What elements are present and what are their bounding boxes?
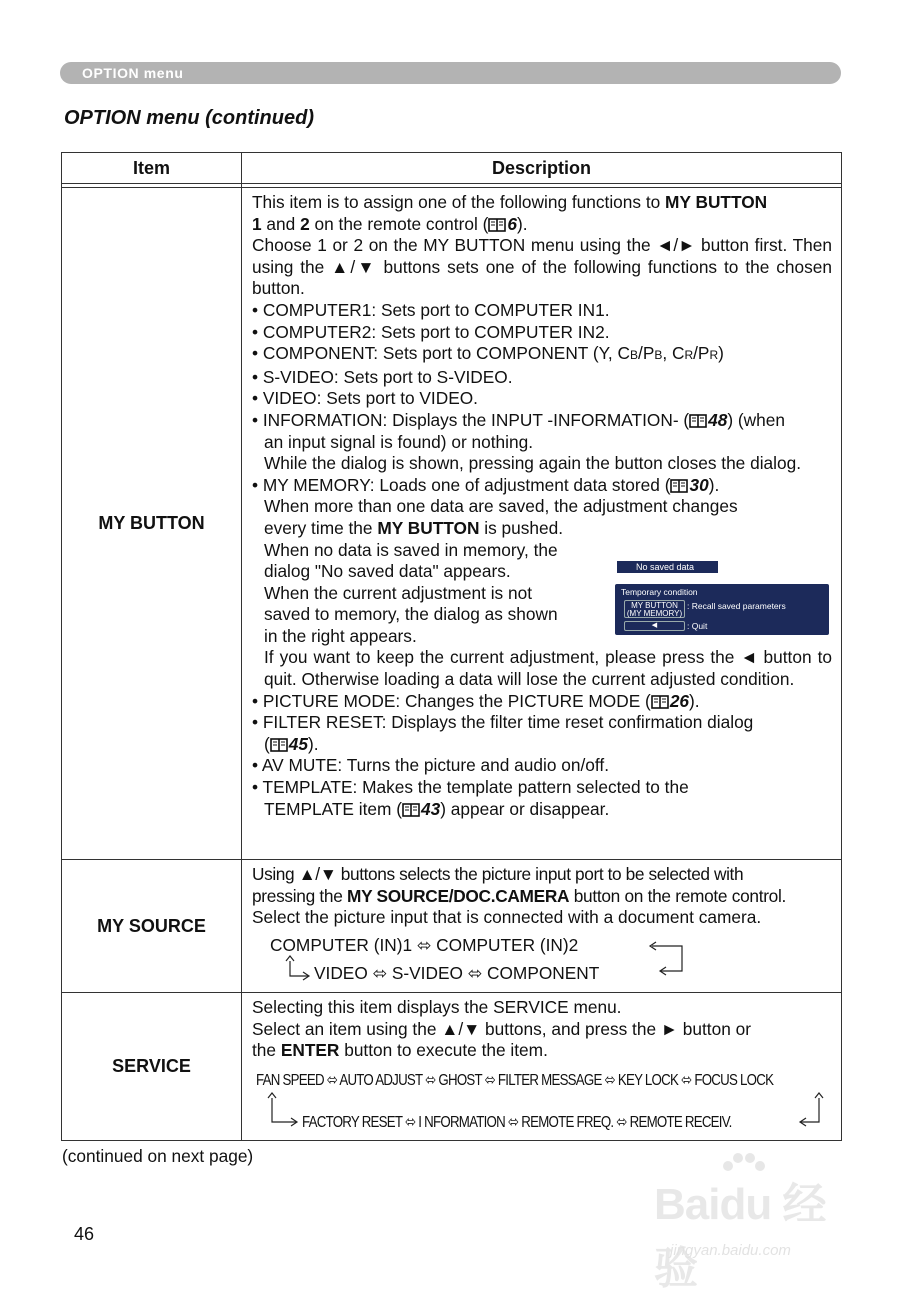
- page-title: OPTION menu (continued): [64, 107, 314, 129]
- desc-my-button: [242, 188, 842, 860]
- cycle-arrows-icon: [252, 929, 852, 987]
- page-ref: 45: [270, 734, 308, 754]
- item-my-source: MY SOURCE: [62, 860, 242, 993]
- list-item-cont: an input signal is found) or nothing.: [264, 431, 533, 452]
- page-ref: 26: [651, 691, 689, 711]
- item-my-button: MY BUTTON: [62, 188, 242, 860]
- desc-my-source: [242, 860, 842, 993]
- page-ref: 43: [402, 799, 440, 819]
- text-line: the ENTER button to execute the item.: [252, 1040, 548, 1061]
- list-item-cont: When more than one data are saved, the adjustment changes: [264, 496, 738, 517]
- option-menu-table: [61, 152, 842, 1141]
- table-row: [62, 860, 842, 993]
- cycle-line-1: COMPUTER (IN)1 ⬄ COMPUTER (IN)2: [270, 934, 579, 955]
- temporary-condition-dialog: [615, 584, 829, 635]
- book-reference-icon: [488, 218, 506, 232]
- list-item-cont: If you want to keep the current adjustment, please press the ◄ button to quit. Otherwise loading a data will lose the current adjusted condition.: [264, 647, 832, 690]
- no-saved-data-dialog: No saved data: [617, 561, 718, 573]
- watermark: [640, 1150, 850, 1293]
- list-item: • AV MUTE: Turns the picture and audio on/off.: [252, 755, 609, 776]
- dialog-title: Temporary condition: [621, 587, 698, 597]
- page-number: 46: [74, 1224, 95, 1244]
- text-line: pressing the MY SOURCE/DOC.CAMERA button on the remote control.: [252, 885, 787, 906]
- watermark-brand: Baidu 经验: [654, 1180, 826, 1293]
- left-arrow-icon: ◀: [651, 622, 658, 629]
- section-header-bar: [60, 62, 841, 84]
- desc-service: [242, 993, 842, 1141]
- table-header-row: [62, 153, 842, 184]
- list-item-cont: saved to memory, the dialog as shown: [264, 604, 558, 625]
- book-reference-icon: [270, 738, 288, 752]
- section-header-label: OPTION menu: [82, 65, 184, 81]
- dialog-left-key: [624, 621, 685, 631]
- service-cycle-diagram: [252, 1062, 832, 1138]
- list-item-cont: every time the MY BUTTON is pushed.: [264, 517, 564, 538]
- text-line: Select an item using the ▲/▼ buttons, and press the ► button or: [252, 1018, 751, 1039]
- list-item: • PICTURE MODE: Changes the PICTURE MODE ( 26).: [252, 690, 700, 711]
- item-service: SERVICE: [62, 993, 242, 1141]
- table-row: [62, 993, 842, 1141]
- page-ref: 30: [670, 475, 708, 495]
- list-item-cont: While the dialog is shown, pressing again the button closes the dialog.: [264, 453, 802, 474]
- page-ref: 48: [689, 410, 727, 430]
- list-item-cont: dialog "No saved data" appears.: [264, 561, 511, 582]
- dialog-my-button-key: MY BUTTON (MY MEMORY): [624, 600, 685, 618]
- list-item: • FILTER RESET: Displays the filter time reset confirmation dialog: [252, 712, 754, 733]
- cycle-line-2: VIDEO ⬄ S-VIDEO ⬄ COMPONENT: [314, 962, 600, 983]
- watermark-url: jingyan.baidu.com: [670, 1242, 791, 1259]
- cycle-arrows-icon: [252, 1062, 852, 1138]
- text-line: This item is to assign one of the following functions to MY BUTTON: [252, 192, 768, 212]
- page-ref: 6: [488, 214, 517, 234]
- list-item: • MY MEMORY: Loads one of adjustment data stored ( 30).: [252, 474, 720, 495]
- list-item: • COMPONENT: Sets port to COMPONENT (Y, CB/PB, CR/PR): [252, 343, 724, 364]
- list-item-cont: ( 45).: [264, 733, 319, 754]
- dialog-quit-label: : Quit: [687, 621, 708, 631]
- book-reference-icon: [651, 695, 669, 709]
- list-item-cont: When the current adjustment is not: [264, 582, 532, 603]
- list-item: • S-VIDEO: Sets port to S-VIDEO.: [252, 366, 513, 387]
- table-row: [62, 188, 842, 860]
- book-reference-icon: [402, 803, 420, 817]
- list-item: • COMPUTER2: Sets port to COMPUTER IN2.: [252, 321, 610, 342]
- list-item: • VIDEO: Sets port to VIDEO.: [252, 388, 478, 409]
- continued-note: (continued on next page): [62, 1146, 254, 1166]
- list-item-cont: TEMPLATE item ( 43) appear or disappear.: [264, 798, 610, 819]
- text-line: 1 and 2 on the remote control ( 6).: [252, 213, 528, 234]
- cycle-line-1: FAN SPEED ⬄ AUTO ADJUST ⬄ GHOST ⬄ FILTER MESSAGE ⬄ KEY LOCK ⬄ FOCUS LOCK: [256, 1071, 774, 1089]
- list-item-cont: When no data is saved in memory, the: [264, 539, 558, 560]
- source-cycle-diagram: [252, 929, 832, 987]
- col-header-item: Item: [62, 153, 242, 184]
- list-item: • TEMPLATE: Makes the template pattern selected to the: [252, 777, 689, 798]
- list-item: • COMPUTER1: Sets port to COMPUTER IN1.: [252, 299, 610, 320]
- cycle-line-2: FACTORY RESET ⬄ I NFORMATION ⬄ REMOTE FREQ. ⬄ REMOTE RECEIV.: [302, 1113, 732, 1131]
- text-line: Select the picture input that is connected with a document camera.: [252, 907, 762, 928]
- col-header-description: Description: [242, 153, 842, 184]
- list-item-cont: in the right appears.: [264, 625, 417, 646]
- book-reference-icon: [670, 479, 688, 493]
- book-reference-icon: [689, 414, 707, 428]
- text-paragraph: Choose 1 or 2 on the MY BUTTON menu using the ◄/► button first. Then using the ▲/▼ buttons sets one of the following functions to the chosen button.: [252, 235, 832, 299]
- dialog-recall-label: : Recall saved parameters: [687, 601, 786, 611]
- text-line: Selecting this item displays the SERVICE menu.: [252, 997, 622, 1017]
- list-item: • INFORMATION: Displays the INPUT -INFORMATION- ( 48) (when: [252, 409, 785, 430]
- text-line: Using ▲/▼ buttons selects the picture input port to be selected with: [252, 864, 744, 884]
